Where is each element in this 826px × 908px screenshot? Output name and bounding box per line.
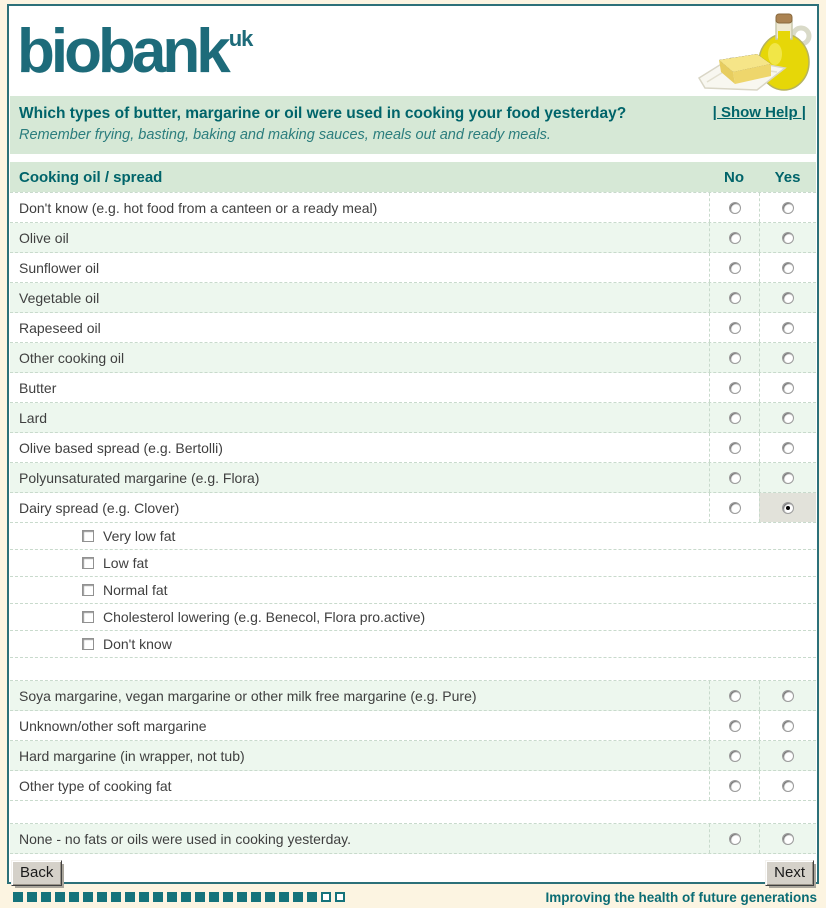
radio-yes-cell [759, 711, 816, 740]
radio-yes[interactable] [782, 292, 794, 304]
progress-square-filled [41, 892, 51, 902]
progress-square-hollow [335, 892, 345, 902]
row-label: Olive oil [19, 229, 69, 246]
main-panel [7, 4, 819, 884]
radio-yes-cell [759, 373, 816, 402]
radio-no[interactable] [729, 322, 741, 334]
radio-no[interactable] [729, 720, 741, 732]
progress-square-filled [13, 892, 23, 902]
table-row [10, 193, 816, 223]
radio-yes[interactable] [782, 322, 794, 334]
radio-no[interactable] [729, 442, 741, 454]
radio-yes[interactable] [782, 720, 794, 732]
sub-option-label: Cholesterol lowering (e.g. Benecol, Flora pro.active) [103, 609, 426, 625]
row-label: Lard [19, 409, 48, 426]
column-header-no: No [724, 168, 744, 186]
table-title: Cooking oil / spread [19, 168, 163, 186]
radio-yes[interactable] [782, 262, 794, 274]
radio-yes[interactable] [782, 382, 794, 394]
sub-option-row [10, 577, 816, 604]
table-row [10, 681, 816, 711]
progress-square-filled [27, 892, 37, 902]
table-row-dairy-spread [10, 493, 816, 523]
checkbox[interactable] [82, 530, 94, 542]
radio-yes-cell [759, 493, 816, 522]
row-label: Rapeseed oil [19, 319, 101, 336]
radio-no[interactable] [729, 472, 741, 484]
table-row [10, 771, 816, 801]
radio-no-cell [709, 681, 759, 710]
row-label: Polyunsaturated margarine (e.g. Flora) [19, 469, 260, 486]
radio-yes[interactable] [782, 750, 794, 762]
checkbox[interactable] [82, 638, 94, 650]
spacer-row [10, 658, 816, 681]
checkbox[interactable] [82, 557, 94, 569]
sub-option-row [10, 604, 816, 631]
row-label: Sunflower oil [19, 259, 100, 276]
radio-yes-cell [759, 193, 816, 222]
radio-yes-cell [759, 343, 816, 372]
radio-yes[interactable] [782, 833, 794, 845]
radio-no-cell [709, 283, 759, 312]
radio-yes[interactable] [782, 690, 794, 702]
radio-no-cell [709, 824, 759, 853]
progress-square-filled [279, 892, 289, 902]
radio-no-cell [709, 493, 759, 522]
radio-no-cell [709, 463, 759, 492]
progress-square-filled [139, 892, 149, 902]
radio-yes-cell [759, 223, 816, 252]
radio-yes[interactable] [782, 352, 794, 364]
table-row [10, 403, 816, 433]
progress-square-filled [223, 892, 233, 902]
back-button[interactable]: Back [11, 860, 62, 886]
show-help-link[interactable]: | Show Help | [712, 104, 806, 121]
progress-square-filled [195, 892, 205, 902]
progress-square-filled [153, 892, 163, 902]
progress-square-filled [209, 892, 219, 902]
progress-square-filled [237, 892, 247, 902]
next-button[interactable]: Next [765, 860, 814, 886]
row-label: Hard margarine (in wrapper, not tub) [19, 747, 245, 764]
table-row [10, 463, 816, 493]
radio-no[interactable] [729, 690, 741, 702]
radio-no[interactable] [729, 292, 741, 304]
progress-square-filled [125, 892, 135, 902]
answer-table [10, 192, 816, 854]
table-row [10, 373, 816, 403]
sub-option-label: Low fat [103, 555, 149, 571]
table-row [10, 313, 816, 343]
spacer-row [10, 801, 816, 824]
row-label: Don't know (e.g. hot food from a canteen or a ready meal) [19, 199, 378, 216]
progress-square-hollow [321, 892, 331, 902]
table-row [10, 253, 816, 283]
radio-yes-cell [759, 433, 816, 462]
radio-no[interactable] [729, 202, 741, 214]
radio-yes-cell [759, 283, 816, 312]
footer-strip [0, 886, 826, 908]
row-label: Olive based spread (e.g. Bertolli) [19, 439, 223, 456]
butter-and-oil-photo [685, 6, 817, 94]
radio-yes-cell [759, 771, 816, 800]
progress-squares [0, 892, 545, 902]
row-label: Vegetable oil [19, 289, 100, 306]
progress-square-filled [293, 892, 303, 902]
question-subtitle: Remember frying, basting, baking and making sauces, meals out and ready meals. [19, 127, 551, 143]
table-row [10, 433, 816, 463]
radio-yes[interactable] [782, 502, 794, 514]
row-label: None - no fats or oils were used in cooking yesterday. [19, 830, 352, 847]
radio-no-cell [709, 223, 759, 252]
table-row [10, 283, 816, 313]
row-label: Unknown/other soft margarine [19, 717, 207, 734]
progress-square-filled [181, 892, 191, 902]
radio-no[interactable] [729, 382, 741, 394]
radio-no[interactable] [729, 780, 741, 792]
progress-square-filled [251, 892, 261, 902]
progress-square-filled [167, 892, 177, 902]
question-bar [10, 96, 816, 154]
progress-square-filled [111, 892, 121, 902]
progress-square-filled [307, 892, 317, 902]
progress-square-filled [97, 892, 107, 902]
checkbox[interactable] [82, 611, 94, 623]
radio-yes-cell [759, 463, 816, 492]
column-header-yes: Yes [774, 168, 801, 186]
radio-yes-cell [759, 313, 816, 342]
radio-yes-cell [759, 824, 816, 853]
sub-option-label: Very low fat [103, 528, 176, 544]
navigation-bar [9, 854, 817, 886]
sub-option-row [10, 550, 816, 577]
footer-tagline: Improving the health of future generations [545, 889, 817, 905]
row-label: Dairy spread (e.g. Clover) [19, 499, 180, 516]
radio-no-cell [709, 343, 759, 372]
progress-square-filled [69, 892, 79, 902]
sub-option-row [10, 631, 816, 658]
question-title: Which types of butter, margarine or oil were used in cooking your food yesterday? [19, 105, 627, 122]
sub-option-row [10, 523, 816, 550]
radio-yes-cell [759, 403, 816, 432]
table-row [10, 824, 816, 854]
logo-text: biobank [17, 17, 227, 86]
radio-yes-cell [759, 253, 816, 282]
sub-option-label: Normal fat [103, 582, 168, 598]
table-row [10, 711, 816, 741]
radio-yes-cell [759, 681, 816, 710]
row-label: Other cooking oil [19, 349, 125, 366]
radio-yes[interactable] [782, 412, 794, 424]
table-row [10, 741, 816, 771]
table-row [10, 223, 816, 253]
logo-uk-sup: uk [228, 26, 253, 51]
table-header [10, 162, 816, 192]
radio-no-cell [709, 741, 759, 770]
radio-no-cell [709, 373, 759, 402]
radio-no[interactable] [729, 412, 741, 424]
radio-no-cell [709, 253, 759, 282]
radio-no-cell [709, 403, 759, 432]
radio-yes[interactable] [782, 442, 794, 454]
radio-yes[interactable] [782, 202, 794, 214]
progress-square-filled [83, 892, 93, 902]
radio-no-cell [709, 193, 759, 222]
radio-yes[interactable] [782, 472, 794, 484]
radio-yes-cell [759, 741, 816, 770]
progress-square-filled [265, 892, 275, 902]
radio-no[interactable] [729, 750, 741, 762]
radio-no-cell [709, 433, 759, 462]
progress-square-filled [55, 892, 65, 902]
radio-yes[interactable] [782, 780, 794, 792]
page-header [9, 6, 817, 96]
radio-yes[interactable] [782, 232, 794, 244]
table-row [10, 343, 816, 373]
radio-no[interactable] [729, 833, 741, 845]
radio-no[interactable] [729, 262, 741, 274]
biobank-logo [17, 8, 253, 86]
radio-no-cell [709, 711, 759, 740]
row-label: Soya margarine, vegan margarine or other milk free margarine (e.g. Pure) [19, 687, 477, 704]
radio-no[interactable] [729, 352, 741, 364]
sub-option-label: Don't know [103, 636, 172, 652]
radio-no-cell [709, 313, 759, 342]
row-label: Butter [19, 379, 57, 396]
checkbox[interactable] [82, 584, 94, 596]
radio-no[interactable] [729, 502, 741, 514]
radio-no[interactable] [729, 232, 741, 244]
radio-no-cell [709, 771, 759, 800]
row-label: Other type of cooking fat [19, 777, 172, 794]
